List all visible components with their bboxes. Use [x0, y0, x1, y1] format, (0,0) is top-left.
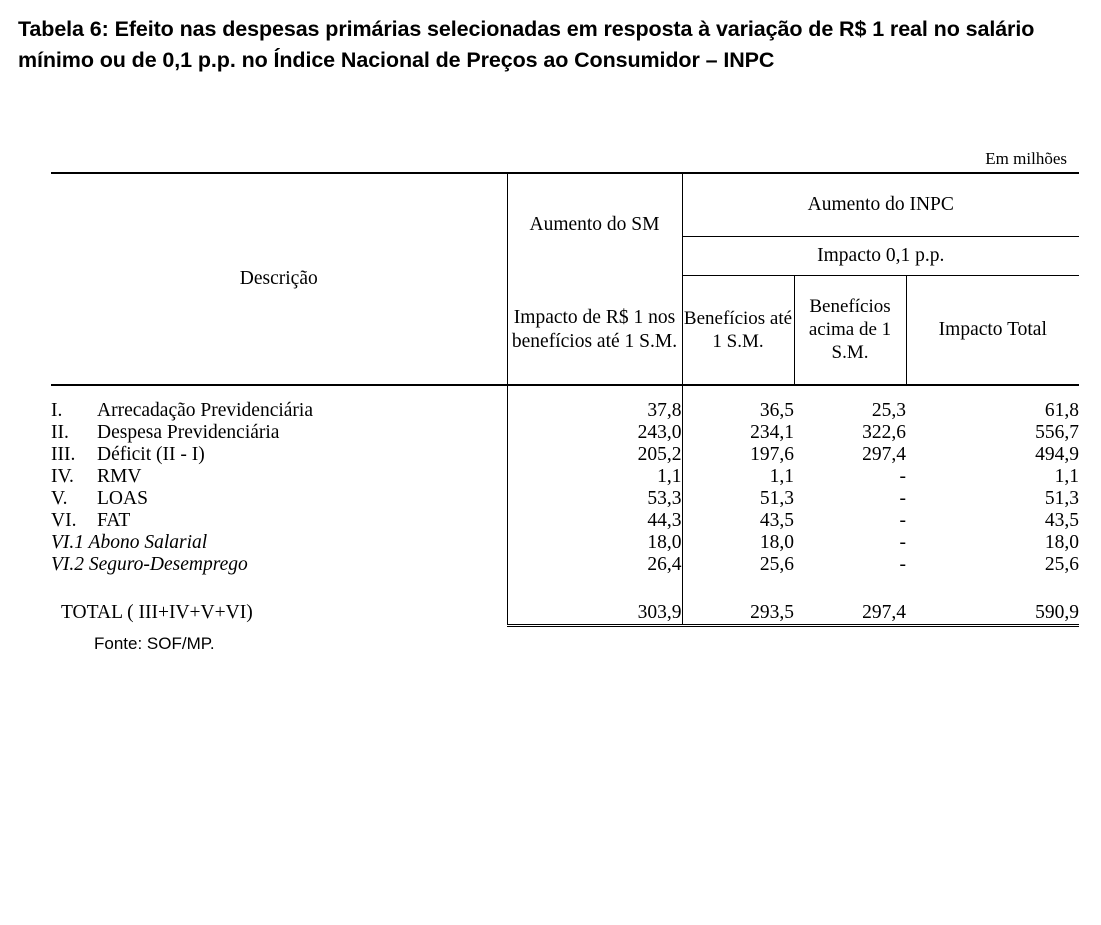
- header-col-impacto-total: Impacto Total: [938, 318, 1047, 340]
- cell-sm: 53,3: [507, 488, 682, 510]
- row-label: FAT: [97, 509, 131, 531]
- row-number: IV.: [51, 465, 74, 487]
- row-label: Despesa Previdenciária: [97, 421, 280, 443]
- cell-sm: 1,1: [507, 466, 682, 488]
- table-row: [51, 422, 1079, 444]
- cell-sm: 205,2: [507, 444, 682, 466]
- cell-ben-ate: 43,5: [759, 509, 794, 531]
- header-row-groups: [51, 173, 1079, 237]
- cell-ben-acima: -: [899, 487, 906, 509]
- cell-ben-acima: 297,4: [862, 443, 906, 465]
- table-total-row: [51, 602, 1079, 626]
- cell-ben-ate: 25,6: [759, 553, 794, 575]
- row-label: Déficit (II - I): [97, 443, 205, 465]
- total-sm: 303,9: [507, 602, 682, 626]
- total-impacto-total: 590,9: [906, 602, 1079, 626]
- cell-sm: 44,3: [507, 510, 682, 532]
- cell-ben-acima: -: [899, 509, 906, 531]
- row-label: VI.2 Seguro-Desemprego: [51, 553, 248, 575]
- cell-sm: 26,4: [507, 554, 682, 576]
- cell-total: 61,8: [1044, 399, 1080, 421]
- cell-total: 25,6: [1044, 553, 1080, 575]
- cell-total: 51,3: [1044, 487, 1080, 509]
- cell-total: 494,9: [1035, 443, 1080, 465]
- header-group-sm: Aumento do SM: [507, 173, 682, 276]
- row-label: Arrecadação Previdenciária: [97, 399, 313, 421]
- header-sub-impact: Impacto 0,1 p.p.: [682, 237, 1079, 276]
- cell-sm: 37,8: [507, 400, 682, 422]
- cell-total: 43,5: [1044, 509, 1080, 531]
- cell-ben-ate: 51,3: [759, 487, 794, 509]
- total-label: TOTAL ( III+IV+V+VI): [61, 602, 253, 624]
- cell-sm: 243,0: [507, 422, 682, 444]
- pre-total-spacer: [51, 576, 1079, 602]
- cell-total: 1,1: [1054, 465, 1080, 487]
- header-group-inpc: Aumento do INPC: [682, 173, 1079, 237]
- units-note: Em milhões: [985, 149, 1067, 169]
- table-row: [51, 400, 1079, 422]
- table-row: [51, 510, 1079, 532]
- row-number: III.: [51, 443, 76, 465]
- cell-ben-ate: 36,5: [759, 399, 794, 421]
- cell-sm: 18,0: [507, 532, 682, 554]
- total-ben-ate: 293,5: [682, 602, 794, 626]
- row-label: VI.1 Abono Salarial: [51, 531, 208, 553]
- header-col-sm: Impacto de R$ 1 nos benefícios até 1 S.M.: [507, 276, 682, 385]
- cell-ben-acima: 322,6: [862, 421, 906, 443]
- row-number: VI.: [51, 509, 77, 531]
- table-row: [51, 488, 1079, 510]
- row-number: V.: [51, 487, 68, 509]
- row-label: RMV: [97, 465, 142, 487]
- table-row: [51, 554, 1079, 576]
- table-row: [51, 532, 1079, 554]
- cell-ben-ate: 1,1: [769, 465, 794, 487]
- total-ben-acima: 297,4: [794, 602, 906, 626]
- cell-total: 18,0: [1044, 531, 1080, 553]
- table-row: [51, 466, 1079, 488]
- cell-ben-acima: 25,3: [871, 399, 906, 421]
- cell-ben-ate: 197,6: [750, 443, 794, 465]
- table-row: [51, 444, 1079, 466]
- table-title: Tabela 6: Efeito nas despesas primárias selecionadas em resposta à variação de R$ 1 real no salário mínimo ou de 0,1 p.p. no Índice Nacional de Preços ao Consumidor – INPC: [18, 17, 1035, 72]
- header-description: Descrição: [51, 173, 507, 385]
- header-col-beneficios-acima: Benefícios acima de 1 S.M.: [794, 276, 906, 385]
- header-col-beneficios-ate: Benefícios até 1 S.M.: [682, 276, 794, 385]
- row-label: LOAS: [97, 487, 148, 509]
- header-bottom-rule: [51, 385, 1079, 400]
- cell-total: 556,7: [1035, 421, 1080, 443]
- data-table: [51, 172, 1079, 627]
- cell-ben-ate: 18,0: [759, 531, 794, 553]
- cell-ben-acima: -: [899, 465, 906, 487]
- cell-ben-acima: -: [899, 531, 906, 553]
- row-number: II.: [51, 421, 69, 443]
- cell-ben-acima: -: [899, 553, 906, 575]
- cell-ben-ate: 234,1: [750, 421, 794, 443]
- row-number: I.: [51, 399, 63, 421]
- source-note: Fonte: SOF/MP.: [94, 633, 215, 653]
